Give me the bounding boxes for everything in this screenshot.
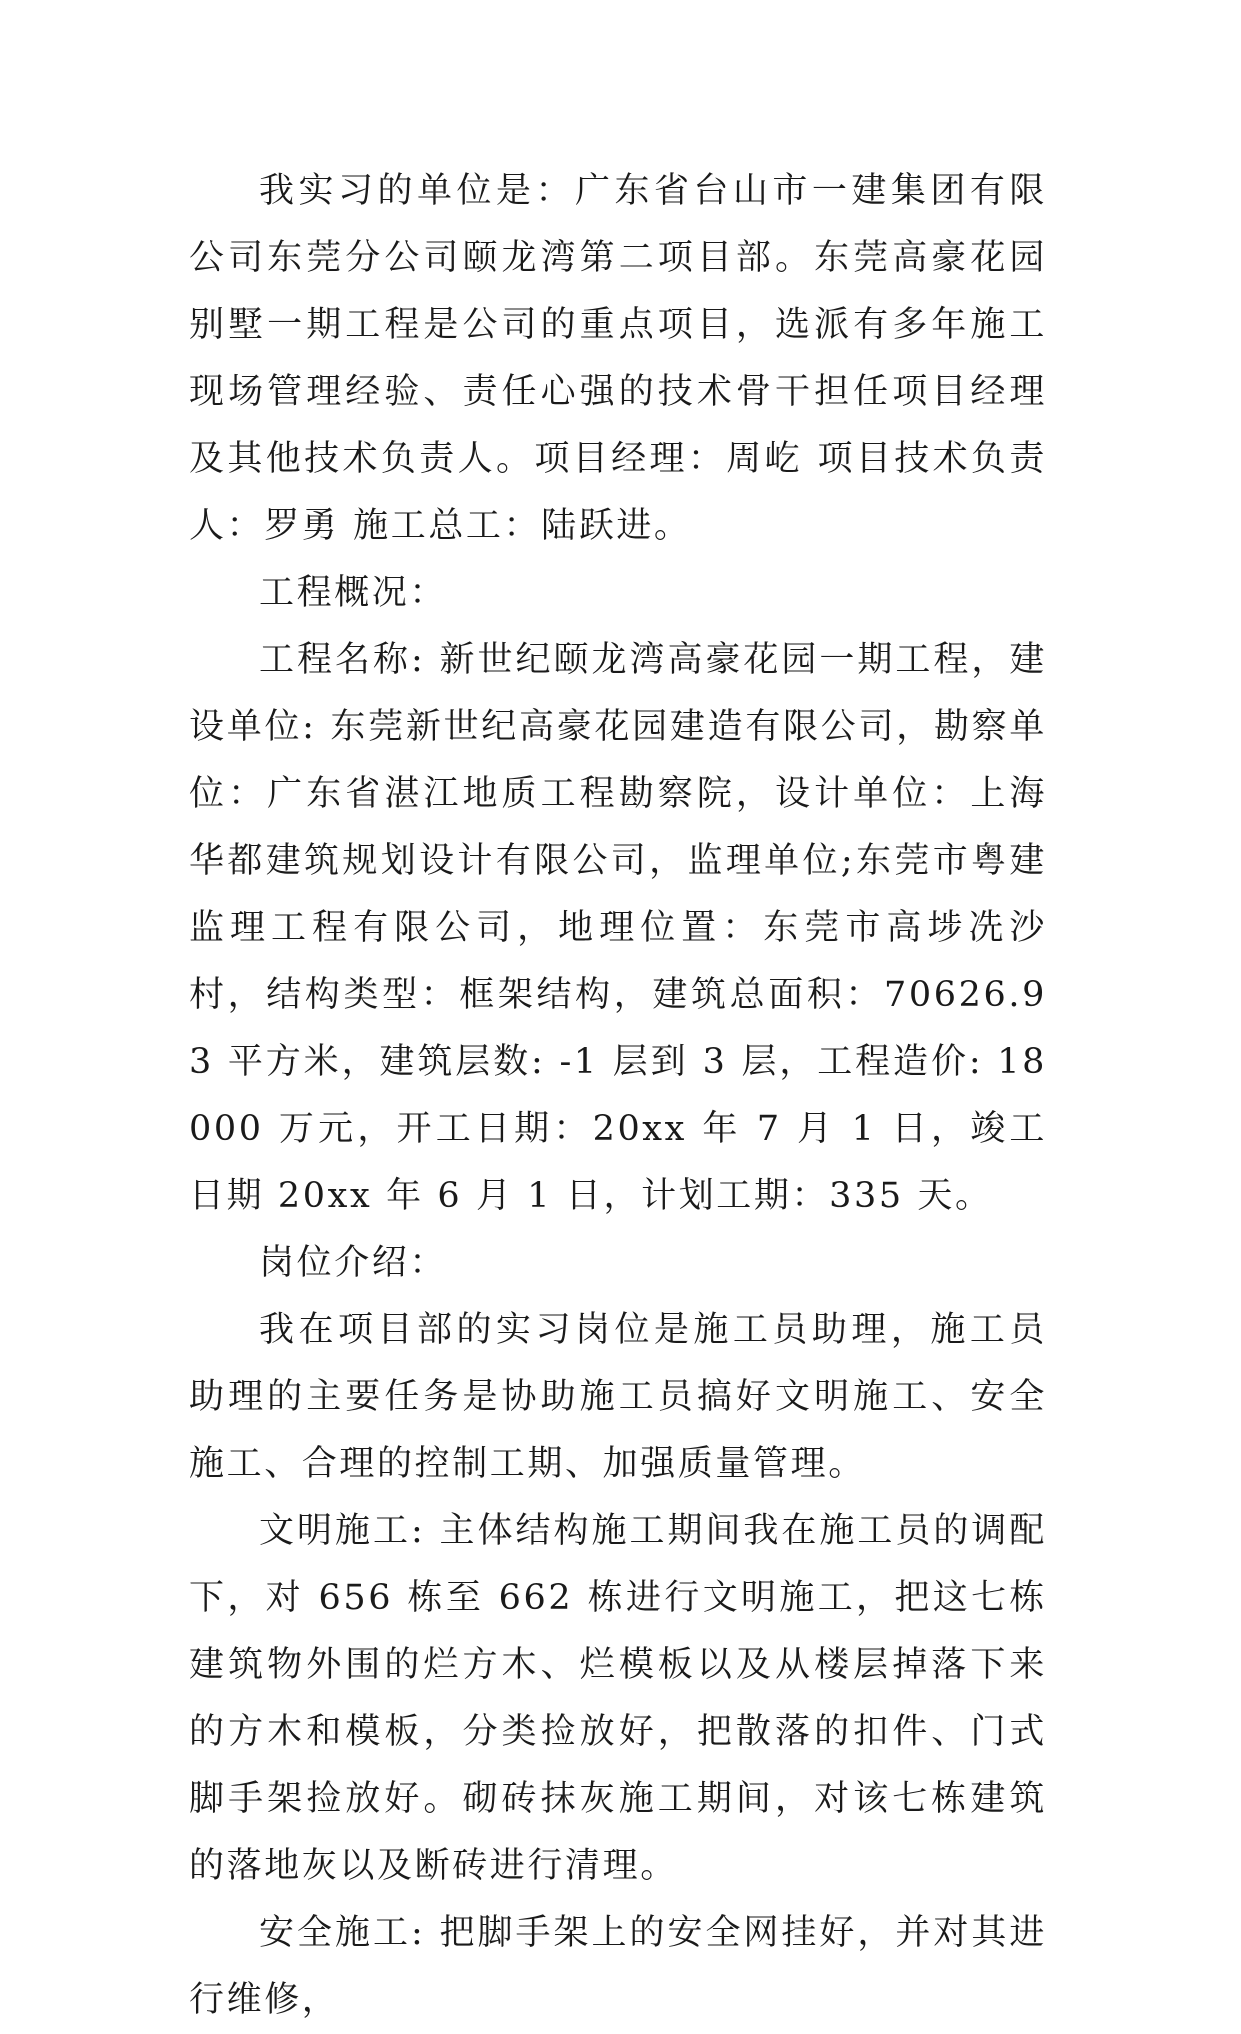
paragraph-internship-unit: 我实习的单位是：广东省台山市一建集团有限公司东莞分公司颐龙湾第二项目部。东莞高豪花园别墅一期工程是公司的重点项目，选派有多年施工现场管理经验、责任心强的技术骨干担任项目经理及其他技术负责人。项目经理：周屹 项目技术负责人：罗勇 施工总工：陆跃进。 — [189, 171, 1047, 546]
paragraph-project-details: 工程名称: 新世纪颐龙湾高豪花园一期工程，建设单位: 东莞新世纪高豪花园建造有限公司，勘察单位：广东省湛江地质工程勘察院，设计单位：上海华都建筑规划设计有限公司，监理单位;东莞市粤建监理工程有限公司，地理位置：东莞市高埗冼沙村，结构类型：框架结构，建筑总面积：70626.93 平方米，建筑层数: -1 层到 3 层，工程造价: 18000 万元，开工日期：20xx 年 7 月 1 日，竣工日期 20xx 年 6 月 1 日，计划工期：335 天。 — [189, 640, 1047, 1216]
paragraph-safe-construction: 安全施工: 把脚手架上的安全网挂好，并对其进行维修， — [189, 1913, 1047, 2020]
heading-position-intro: 岗位介绍： — [259, 1243, 448, 1283]
heading-project-overview: 工程概况： — [259, 573, 448, 613]
paragraph-position-duties: 我在项目部的实习岗位是施工员助理，施工员助理的主要任务是协助施工员搞好文明施工、安全施工、合理的控制工期、加强质量管理。 — [189, 1310, 1047, 1484]
paragraph-civilized-construction: 文明施工: 主体结构施工期间我在施工员的调配下，对 656 栋至 662 栋进行文明施工，把这七栋建筑物外围的烂方木、烂模板以及从楼层掉落下来的方木和模板，分类捡放好，把散落的扣件、门式脚手架捡放好。砌砖抹灰施工期间，对该七栋建筑的落地灰以及断砖进行清理。 — [189, 1511, 1047, 1886]
document-body — [189, 158, 1047, 2034]
